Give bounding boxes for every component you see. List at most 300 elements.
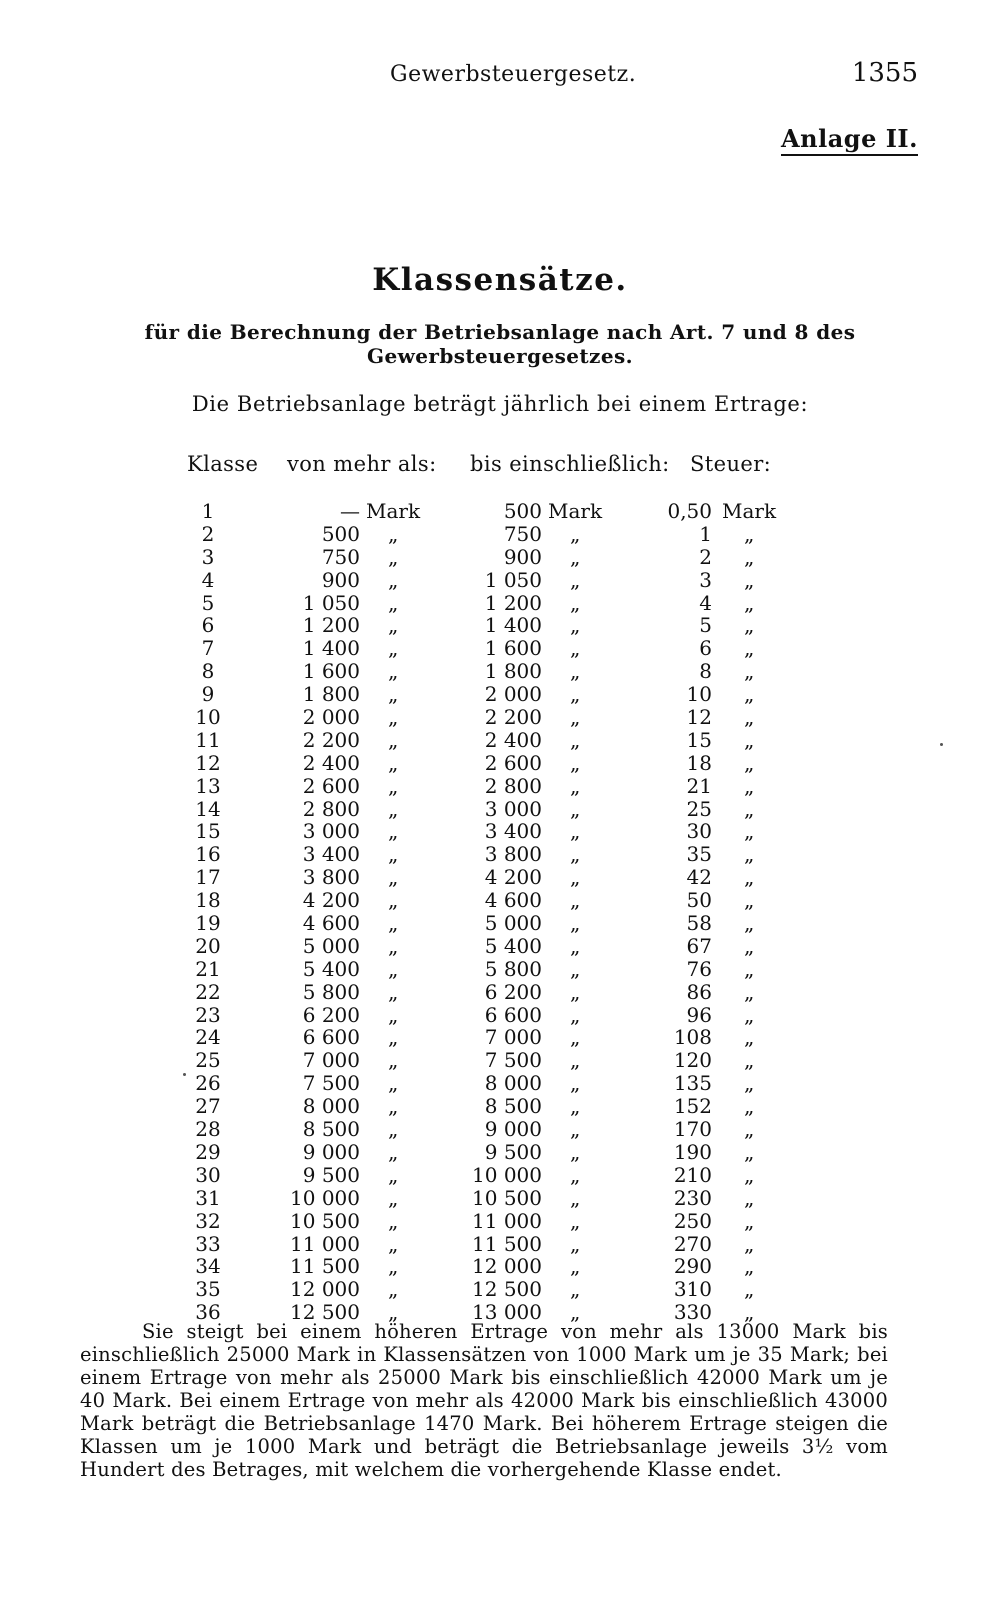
intro-line: Die Betriebsanlage beträgt jährlich bei einem Ertrage: (191, 392, 809, 416)
cell-klasse: 27 (195, 1094, 221, 1119)
table-row (0, 912, 1000, 935)
cell-bis-unit: „ (570, 544, 581, 569)
cell-von: 2 000 (302, 705, 360, 730)
cell-von-unit: „ (388, 979, 399, 1004)
cell-steuer-unit: „ (744, 1002, 755, 1027)
cell-steuer: 86 (686, 979, 712, 1004)
cell-klasse: 20 (195, 933, 221, 958)
cell-von: 3 000 (302, 819, 360, 844)
cell-von: 8 000 (302, 1094, 360, 1119)
cell-steuer: 42 (686, 865, 712, 890)
table-row (0, 1141, 1000, 1164)
cell-von-unit: „ (388, 1185, 399, 1210)
cell-von: 2 200 (302, 727, 360, 752)
cell-von-unit: „ (388, 1094, 399, 1119)
cell-klasse: 13 (195, 773, 221, 798)
cell-steuer-unit: „ (744, 911, 755, 936)
table-row (0, 820, 1000, 843)
cell-von: 1 200 (302, 613, 360, 638)
cell-bis: 900 (503, 544, 542, 569)
cell-steuer-unit: „ (744, 865, 755, 890)
cell-steuer-unit: „ (744, 682, 755, 707)
cell-von: 1 600 (302, 659, 360, 684)
cell-steuer: 4 (699, 590, 712, 615)
cell-bis-unit: „ (570, 1277, 581, 1302)
cell-klasse: 17 (195, 865, 221, 890)
cell-klasse: 6 (201, 613, 215, 638)
cell-von-unit: „ (388, 613, 399, 638)
cell-steuer-unit: „ (744, 1254, 755, 1279)
cell-von: 9 500 (302, 1162, 360, 1187)
table-row (0, 1072, 1000, 1095)
cell-steuer-unit: „ (744, 1162, 755, 1187)
cell-klasse: 34 (195, 1254, 221, 1279)
cell-bis: 750 (503, 521, 542, 546)
cell-bis: 6 600 (484, 1002, 542, 1027)
cell-von-unit: „ (388, 727, 399, 752)
table-row (0, 935, 1000, 958)
cell-steuer: 67 (686, 933, 712, 958)
cell-bis: 7 000 (484, 1025, 542, 1050)
cell-steuer-unit: „ (744, 1025, 755, 1050)
cell-von-unit: „ (388, 636, 399, 661)
cell-von-unit: „ (388, 1300, 399, 1325)
cell-steuer: 108 (673, 1025, 712, 1050)
cell-steuer: 12 (686, 705, 712, 730)
cell-von: 7 500 (302, 1071, 360, 1096)
cell-von: 2 600 (302, 773, 360, 798)
cell-steuer-unit: „ (744, 521, 755, 546)
cell-steuer-unit: „ (744, 819, 755, 844)
table-row (0, 1255, 1000, 1278)
cell-steuer: 8 (699, 659, 712, 684)
cell-steuer: 58 (686, 911, 712, 936)
cell-bis-unit: „ (570, 682, 581, 707)
cell-bis: 500 (503, 499, 542, 523)
cell-bis: 6 200 (484, 979, 542, 1004)
cell-steuer-unit: „ (744, 1185, 755, 1210)
table-header (0, 452, 1000, 492)
cell-von: 10 500 (290, 1208, 360, 1233)
footnote (80, 1320, 888, 1481)
table-row (0, 660, 1000, 683)
cell-steuer-unit: „ (744, 544, 755, 569)
cell-steuer-unit: „ (744, 1048, 755, 1073)
cell-steuer: 250 (673, 1208, 712, 1233)
cell-bis-unit: „ (570, 865, 581, 890)
cell-steuer-unit: „ (744, 613, 755, 638)
table-row (0, 546, 1000, 569)
cell-bis-unit: „ (570, 1162, 581, 1187)
cell-von-unit: „ (388, 544, 399, 569)
cell-klasse: 31 (195, 1185, 221, 1210)
cell-bis-unit: „ (570, 659, 581, 684)
cell-steuer-unit: „ (744, 659, 755, 684)
cell-von: 1 400 (302, 636, 360, 661)
cell-bis: 3 800 (484, 842, 542, 867)
cell-steuer-unit: „ (744, 979, 755, 1004)
cell-von: 12 000 (290, 1277, 360, 1302)
cell-bis-unit: „ (570, 590, 581, 615)
cell-von: — (340, 499, 360, 523)
cell-steuer: 30 (686, 819, 712, 844)
table-row (0, 592, 1000, 615)
cell-bis-unit: „ (570, 613, 581, 638)
cell-steuer: 76 (686, 956, 712, 981)
table-row (0, 752, 1000, 775)
cell-klasse: 35 (195, 1277, 221, 1302)
table-row (0, 729, 1000, 752)
cell-steuer: 330 (673, 1300, 712, 1325)
cell-steuer-unit: „ (744, 1231, 755, 1256)
cell-bis-unit: „ (570, 1025, 581, 1050)
cell-steuer: 2 (699, 544, 712, 569)
cell-von-unit: „ (388, 1117, 399, 1142)
cell-bis: 5 400 (484, 933, 542, 958)
cell-bis-unit: „ (570, 956, 581, 981)
cell-bis: 2 200 (484, 705, 542, 730)
cell-von: 4 600 (302, 911, 360, 936)
cell-klasse: 8 (201, 659, 215, 684)
cell-klasse: 22 (195, 979, 221, 1004)
cell-von: 8 500 (302, 1117, 360, 1142)
table-row (0, 843, 1000, 866)
table-row (0, 1233, 1000, 1256)
cell-bis: 1 050 (484, 567, 542, 592)
header-von: von mehr als: (287, 452, 437, 476)
cell-steuer: 210 (673, 1162, 712, 1187)
cell-klasse: 28 (195, 1117, 221, 1142)
table-row (0, 1278, 1000, 1301)
cell-von-unit: „ (388, 819, 399, 844)
cell-steuer-unit: „ (744, 1139, 755, 1164)
cell-bis: 10 500 (472, 1185, 542, 1210)
cell-von: 10 000 (290, 1185, 360, 1210)
cell-klasse: 12 (195, 750, 221, 775)
cell-von: 5 800 (302, 979, 360, 1004)
table-row (0, 1049, 1000, 1072)
table-row (0, 889, 1000, 912)
cell-von-unit: Mark (366, 499, 421, 523)
cell-bis-unit: „ (570, 911, 581, 936)
cell-von-unit: „ (388, 521, 399, 546)
cell-klasse: 15 (195, 819, 221, 844)
cell-von-unit: „ (388, 1277, 399, 1302)
cell-bis: 4 200 (484, 865, 542, 890)
cell-von-unit: „ (388, 567, 399, 592)
cell-bis: 10 000 (472, 1162, 542, 1187)
cell-steuer: 35 (686, 842, 712, 867)
cell-bis: 3 400 (484, 819, 542, 844)
cell-steuer: 3 (699, 567, 712, 592)
cell-steuer-unit: „ (744, 1071, 755, 1096)
cell-bis-unit: „ (570, 727, 581, 752)
cell-bis: 2 000 (484, 682, 542, 707)
table-row (0, 500, 1000, 523)
cell-bis-unit: „ (570, 1002, 581, 1027)
cell-bis: 12 000 (472, 1254, 542, 1279)
cell-bis-unit: „ (570, 567, 581, 592)
cell-steuer: 25 (686, 796, 712, 821)
cell-steuer-unit: „ (744, 842, 755, 867)
cell-klasse: 33 (195, 1231, 221, 1256)
cell-klasse: 21 (195, 956, 221, 981)
cell-bis: 1 600 (484, 636, 542, 661)
table-row (0, 981, 1000, 1004)
cell-von-unit: „ (388, 956, 399, 981)
cell-von: 500 (321, 521, 360, 546)
cell-bis: 8 500 (484, 1094, 542, 1119)
cell-bis-unit: „ (570, 750, 581, 775)
cell-bis: 2 800 (484, 773, 542, 798)
cell-von: 750 (321, 544, 360, 569)
cell-bis: 1 800 (484, 659, 542, 684)
cell-von: 11 000 (290, 1231, 360, 1256)
cell-bis: 4 600 (484, 888, 542, 913)
cell-steuer: 120 (673, 1048, 712, 1073)
cell-bis: 11 000 (472, 1208, 542, 1233)
cell-klasse: 23 (195, 1002, 221, 1027)
cell-von: 6 200 (302, 1002, 360, 1027)
cell-von: 1 800 (302, 682, 360, 707)
cell-klasse: 30 (195, 1162, 221, 1187)
cell-von-unit: „ (388, 933, 399, 958)
cell-von-unit: „ (388, 750, 399, 775)
cell-klasse: 19 (195, 911, 221, 936)
cell-klasse: 29 (195, 1139, 221, 1164)
cell-von: 4 200 (302, 888, 360, 913)
cell-klasse: 24 (195, 1025, 221, 1050)
cell-von: 9 000 (302, 1139, 360, 1164)
table-row (0, 775, 1000, 798)
print-speck (940, 743, 943, 746)
cell-bis-unit: „ (570, 1254, 581, 1279)
cell-klasse: 4 (201, 567, 215, 592)
cell-steuer-unit: „ (744, 1094, 755, 1119)
table-row (0, 1004, 1000, 1027)
cell-steuer-unit: „ (744, 956, 755, 981)
cell-von-unit: „ (388, 888, 399, 913)
cell-steuer: 1 (699, 521, 712, 546)
table-row (0, 614, 1000, 637)
header-bis: bis einschließlich: (470, 452, 670, 476)
table-row (0, 1187, 1000, 1210)
tax-class-table (0, 452, 1000, 1324)
cell-von: 6 600 (302, 1025, 360, 1050)
cell-steuer: 5 (699, 613, 712, 638)
cell-bis-unit: „ (570, 773, 581, 798)
table-row (0, 683, 1000, 706)
cell-klasse: 11 (195, 727, 221, 752)
cell-steuer-unit: „ (744, 1300, 755, 1325)
cell-steuer-unit: „ (744, 705, 755, 730)
cell-von: 3 800 (302, 865, 360, 890)
cell-von-unit: „ (388, 682, 399, 707)
cell-von-unit: „ (388, 1162, 399, 1187)
cell-steuer: 6 (699, 636, 712, 661)
cell-steuer-unit: „ (744, 1208, 755, 1233)
print-speck (183, 1073, 186, 1076)
cell-von: 12 500 (290, 1300, 360, 1325)
cell-klasse: 14 (195, 796, 221, 821)
cell-bis-unit: Mark (548, 499, 603, 523)
cell-bis-unit: „ (570, 1231, 581, 1256)
cell-bis-unit: „ (570, 1117, 581, 1142)
table-row (0, 1095, 1000, 1118)
cell-von: 1 050 (302, 590, 360, 615)
cell-von-unit: „ (388, 1025, 399, 1050)
cell-steuer-unit: „ (744, 727, 755, 752)
cell-von: 900 (321, 567, 360, 592)
running-header (0, 58, 1000, 92)
cell-bis-unit: „ (570, 1208, 581, 1233)
footnote-text: Sie steigt bei einem höheren Ertrage von mehr als 13000 Mark bis einschließlich 25000 Mark in Klassensätzen von 1000 Mark um je 35 Mark; bei einem Ertrage von mehr als 25000 Mark bis einschließlich 42000 Mark um je 40 Mark. Bei einem Ertrage von mehr als 42000 Mark bis einschließlich 43000 Mark beträgt die Betriebsanlage 1470 Mark. Bei höherem Ertrage steigen die Klassen um je 1000 Mark und beträgt die Betriebsanlage jeweils 3½ vom Hundert des Betrages, mit welchem die vorhergehende Klasse endet. (80, 1320, 888, 1481)
cell-klasse: 36 (195, 1300, 221, 1325)
cell-steuer: 0,50 (667, 499, 712, 523)
cell-bis-unit: „ (570, 842, 581, 867)
cell-bis: 5 800 (484, 956, 542, 981)
cell-steuer-unit: „ (744, 750, 755, 775)
cell-bis: 12 500 (472, 1277, 542, 1302)
cell-steuer-unit: „ (744, 773, 755, 798)
cell-von: 5 000 (302, 933, 360, 958)
cell-von-unit: „ (388, 590, 399, 615)
table-row (0, 706, 1000, 729)
cell-steuer: 135 (673, 1071, 712, 1096)
cell-bis: 9 500 (484, 1139, 542, 1164)
table-row (0, 798, 1000, 821)
cell-bis-unit: „ (570, 1300, 581, 1325)
cell-steuer: 10 (686, 682, 712, 707)
cell-steuer: 190 (673, 1139, 712, 1164)
cell-von: 5 400 (302, 956, 360, 981)
cell-klasse: 3 (201, 544, 215, 569)
header-steuer: Steuer: (690, 452, 772, 476)
cell-von-unit: „ (388, 1002, 399, 1027)
cell-von-unit: „ (388, 865, 399, 890)
cell-steuer: 21 (686, 773, 712, 798)
cell-steuer: 290 (673, 1254, 712, 1279)
table-row (0, 523, 1000, 546)
cell-bis-unit: „ (570, 888, 581, 913)
cell-von: 7 000 (302, 1048, 360, 1073)
cell-steuer-unit: „ (744, 933, 755, 958)
running-title: Gewerbsteuergesetz. (390, 62, 637, 87)
cell-bis: 8 000 (484, 1071, 542, 1096)
cell-steuer-unit: „ (744, 796, 755, 821)
cell-bis: 11 500 (472, 1231, 542, 1256)
cell-von: 3 400 (302, 842, 360, 867)
cell-von: 2 400 (302, 750, 360, 775)
cell-bis: 2 600 (484, 750, 542, 775)
cell-von: 2 800 (302, 796, 360, 821)
cell-steuer: 50 (686, 888, 712, 913)
cell-von-unit: „ (388, 1208, 399, 1233)
cell-von-unit: „ (388, 796, 399, 821)
cell-bis-unit: „ (570, 636, 581, 661)
table-body (0, 500, 1000, 1324)
cell-klasse: 10 (195, 705, 221, 730)
table-row (0, 866, 1000, 889)
cell-klasse: 9 (201, 682, 215, 707)
cell-bis-unit: „ (570, 521, 581, 546)
document-subtitle: für die Berechnung der Betriebsanlage nach Art. 7 und 8 des Gewerbsteuergesetzes. (144, 320, 856, 368)
table-row (0, 637, 1000, 660)
cell-steuer-unit: „ (744, 888, 755, 913)
cell-steuer: 15 (686, 727, 712, 752)
document-title: Klassensätze. (372, 262, 628, 298)
cell-bis: 1 400 (484, 613, 542, 638)
cell-steuer: 230 (673, 1185, 712, 1210)
cell-steuer-unit: „ (744, 567, 755, 592)
cell-bis: 2 400 (484, 727, 542, 752)
cell-klasse: 7 (201, 636, 215, 661)
cell-bis-unit: „ (570, 933, 581, 958)
table-row (0, 569, 1000, 592)
cell-bis: 13 000 (472, 1300, 542, 1325)
table-row (0, 1118, 1000, 1141)
cell-steuer: 18 (686, 750, 712, 775)
cell-klasse: 26 (195, 1071, 221, 1096)
cell-von-unit: „ (388, 1254, 399, 1279)
cell-von: 11 500 (290, 1254, 360, 1279)
cell-bis-unit: „ (570, 1071, 581, 1096)
annex-label: Anlage II. (781, 124, 918, 156)
cell-bis-unit: „ (570, 819, 581, 844)
cell-bis: 1 200 (484, 590, 542, 615)
cell-steuer-unit: „ (744, 636, 755, 661)
cell-steuer: 270 (673, 1231, 712, 1256)
cell-von-unit: „ (388, 1071, 399, 1096)
cell-klasse: 1 (201, 499, 215, 523)
cell-klasse: 18 (195, 888, 221, 913)
table-row (0, 958, 1000, 981)
cell-bis-unit: „ (570, 705, 581, 730)
cell-steuer-unit: „ (744, 1277, 755, 1302)
cell-bis: 3 000 (484, 796, 542, 821)
header-klasse: Klasse (187, 452, 259, 476)
cell-von-unit: „ (388, 842, 399, 867)
cell-bis-unit: „ (570, 1094, 581, 1119)
cell-klasse: 32 (195, 1208, 221, 1233)
cell-von-unit: „ (388, 773, 399, 798)
cell-klasse: 16 (195, 842, 221, 867)
cell-steuer: 152 (673, 1094, 712, 1119)
cell-bis-unit: „ (570, 1139, 581, 1164)
cell-bis-unit: „ (570, 979, 581, 1004)
cell-von-unit: „ (388, 659, 399, 684)
cell-klasse: 2 (201, 521, 215, 546)
cell-bis-unit: „ (570, 1048, 581, 1073)
cell-steuer-unit: Mark (722, 499, 777, 523)
cell-von-unit: „ (388, 1231, 399, 1256)
cell-von-unit: „ (388, 1048, 399, 1073)
cell-bis-unit: „ (570, 1185, 581, 1210)
cell-steuer: 96 (686, 1002, 712, 1027)
cell-von-unit: „ (388, 705, 399, 730)
cell-steuer-unit: „ (744, 590, 755, 615)
table-row (0, 1210, 1000, 1233)
cell-bis: 5 000 (484, 911, 542, 936)
table-row (0, 1026, 1000, 1049)
table-row (0, 1164, 1000, 1187)
cell-klasse: 25 (195, 1048, 221, 1073)
cell-steuer: 310 (673, 1277, 712, 1302)
cell-bis: 7 500 (484, 1048, 542, 1073)
cell-steuer-unit: „ (744, 1117, 755, 1142)
cell-bis: 9 000 (484, 1117, 542, 1142)
page-number: 1355 (851, 58, 918, 88)
